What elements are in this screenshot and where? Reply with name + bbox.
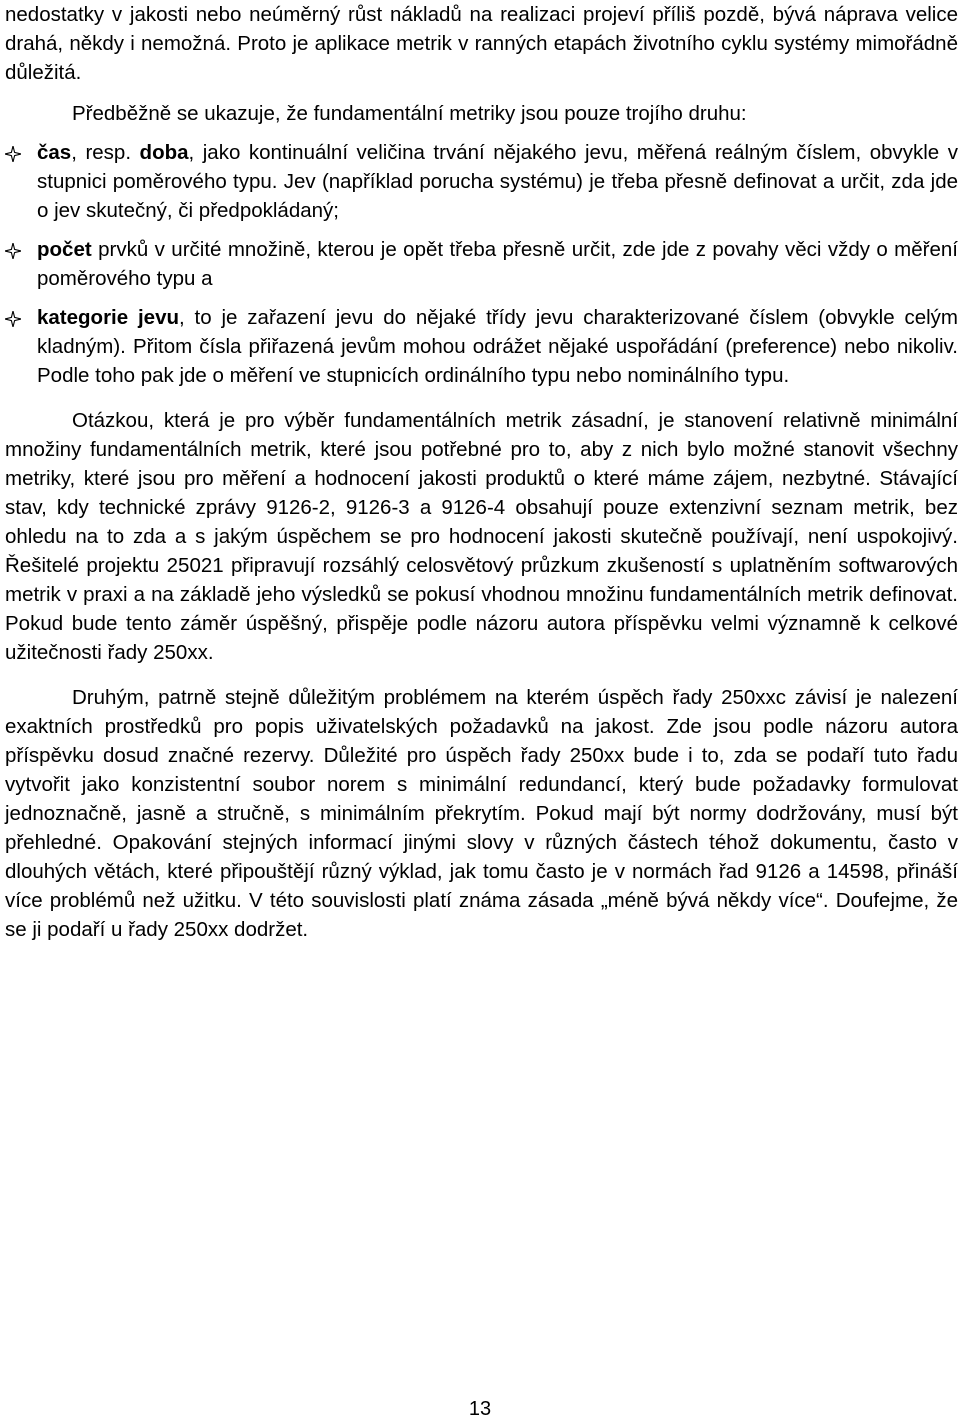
list-text: , jako kontinuální veličina trvání nějakého jevu, měřená reálným číslem, obvykle v stupnici poměrového typu. Jev (například porucha systému) je třeba přesně definovat a určit, zda jde o jev skutečný, či předpokládaný; — [37, 141, 958, 222]
four-point-star-bullet-icon — [5, 243, 21, 259]
page-number: 13 — [468, 1398, 492, 1420]
four-point-star-bullet-icon — [5, 146, 21, 162]
list-item-category — [5, 303, 958, 390]
fundamental-metrics-list — [5, 138, 958, 390]
term-count: počet — [37, 238, 92, 261]
list-text: , to je zařazení jevu do nějaké třídy jevu charakterizované číslem (obvykle celým kladným). Přitom čísla přiřazená jevům mohou odrážet nějaké uspořádání (preference) nebo nikoliv. Podle toho pak jde o měření ve stupnicích ordinálního typu nebo nominálního typu. — [37, 306, 958, 387]
paragraph-continuation: nedostatky v jakosti nebo neúměrný růst nákladů na realizaci projeví příliš pozdě, bývá náprava velice drahá, někdy i nemožná. Proto je aplikace metrik v ranných etapách životního cyklu systémy mimořádně důležitá. — [5, 3, 958, 84]
document-page — [5, 0, 958, 944]
list-item-count — [5, 235, 958, 293]
term-time: čas — [37, 141, 72, 164]
term-category: kategorie jevu — [37, 306, 180, 329]
paragraph-intro: Předběžně se ukazuje, že fundamentální metriky jsou pouze trojího druhu: — [72, 102, 747, 125]
list-item-time — [5, 138, 958, 225]
list-text: prvků v určité množině, kterou je opět třeba přesně určit, zde jde z povahy věci vždy o měření poměrového typu a — [37, 238, 958, 290]
paragraph-requirements: Druhým, patrně stejně důležitým problémem na kterém úspěch řady 250xxc závisí je nalezení exaktních prostředků pro popis uživatelských požadavků na jakost. Zde jsou podle názoru autora příspěvku dosud značné rezervy. Důležité pro úspěch řady 250xx bude i to, zda se podaří tuto řadu vytvořit jako konzistentní soubor norem s minimální redundancí, který bude požadavky formulovat jednoznačně, jasně a stručně, s minimálním překrytím. Pokud mají být normy dodržovány, musí být přehledné. Opakování stejných informací jinými slovy v různých částech téhož dokumentu, často v dlouhých větách, které připouštějí různý výklad, jak tomu často je v normách řad 9126 a 14598, přináší více problémů než užitku. V této souvislosti platí známa zásada „méně bývá někdy více“. Doufejme, že se ji podaří u řady 250xx dodržet. — [5, 686, 958, 941]
four-point-star-bullet-icon — [5, 311, 21, 327]
term-duration: doba — [139, 141, 189, 164]
paragraph-fundamental-metrics: Otázkou, která je pro výběr fundamentálních metrik zásadní, je stanovení relativně minimální množiny fundamentálních metrik, které jsou potřebné pro to, aby z nich bylo možné stanovit všechny metriky, které jsou pro měření a hodnocení jakosti produktů o které máme zájem, nezbytné. Stávající stav, kdy technické zprávy 9126-2, 9126-3 a 9126-4 obsahují pouze extenzivní seznam metrik, bez ohledu na to zda a s jakým úspěchem se pro hodnocení jakosti skutečně používají, není uspokojivý. Řešitelé projektu 25021 připravují rozsáhlý celosvětový průzkum zkušeností s uplatněním softwarových metrik v praxi a na základě jeho výsledků se pokusí vhodnou množinu fundamentálních metrik definovat. Pokud bude tento záměr úspěšný, přispěje podle názoru autora příspěvku velmi významně k celkové užitečnosti řady 250xx. — [5, 409, 958, 664]
list-text: , resp. — [71, 141, 140, 164]
